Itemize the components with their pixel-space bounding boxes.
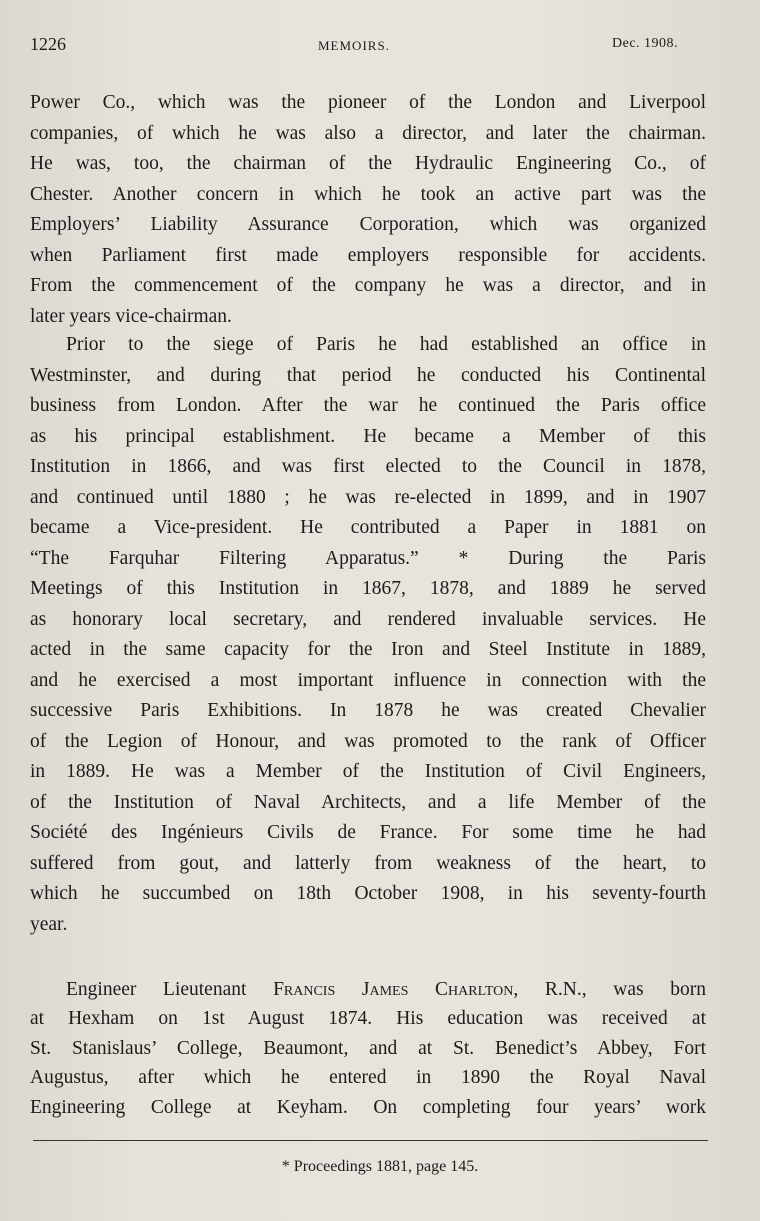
text-line: of the Legion of Honour, and was promoted to the rank of Officer: [30, 730, 706, 752]
text-line: He was, too, the chairman of the Hydraulic Engineering Co., of: [30, 153, 706, 174]
text-line: became a Vice-president. He contributed a Paper in 1881 on: [30, 517, 706, 538]
text-line: when Parliament first made employers responsible for accidents.: [30, 244, 706, 266]
text-line: Institution in 1866, and was first elected to the Council in 1878,: [30, 456, 706, 477]
text-line: Employers’ Liability Assurance Corporation, which was organized: [30, 214, 706, 235]
text-line: acted in the same capacity for the Iron and Steel Institute in 1889,: [30, 639, 706, 660]
text-line: business from London. After the war he continued the Paris office: [30, 395, 706, 416]
text-line: Chester. Another concern in which he took an active part was the: [30, 183, 706, 205]
paragraph-1: [30, 88, 706, 332]
running-date: Dec. 1908.: [612, 36, 679, 51]
text-line: as his principal establishment. He became a Member of this: [30, 425, 706, 447]
text-line: From the commencement of the company he was a director, and in: [30, 275, 706, 296]
text-line: and continued until 1880 ; he was re-elected in 1899, and in 1907: [30, 486, 706, 508]
text-segment: Engineer Lieutenant: [66, 979, 274, 1000]
text-line: Société des Ingénieurs Civils de France. For some time he had: [30, 822, 706, 843]
text-line: at Hexham on 1st August 1874. His education was received at: [30, 1008, 706, 1030]
running-title: MEMOIRS.: [318, 38, 390, 53]
text-line: Meetings of this Institution in 1867, 1878, and 1889 he served: [30, 578, 706, 599]
text-line: as honorary local secretary, and rendered invaluable services. He: [30, 608, 706, 630]
text-line: later years vice-chairman.: [30, 305, 232, 327]
text-line: St. Stanislaus’ College, Beaumont, and at St. Benedict’s Abbey, Fort: [30, 1037, 706, 1059]
text-line: Power Co., which was the pioneer of the London and Liverpool: [30, 92, 706, 113]
text-line: “The Farquhar Filtering Apparatus.” * During the Paris: [30, 547, 706, 569]
text-line: Engineering College at Keyham. On completing four years’ work: [30, 1096, 706, 1118]
text-line: successive Paris Exhibitions. In 1878 he was created Chevalier: [30, 700, 706, 721]
footnote-divider: [33, 1140, 708, 1141]
text-line: which he succumbed on 18th October 1908, in his seventy-fourth: [30, 883, 706, 904]
page-number: 1226: [30, 34, 66, 54]
paragraph-2: [30, 330, 706, 940]
person-name: Francis James Charlton: [273, 979, 514, 1000]
text-line: companies, of which he was also a director, and later the chairman.: [30, 122, 706, 144]
paragraph-3: [30, 975, 706, 1122]
text-segment: , R.N., was born: [513, 979, 706, 1000]
footnote: * Proceedings 1881, page 145.: [281, 1158, 479, 1175]
text-line: year.: [30, 913, 68, 935]
text-line: Prior to the siege of Paris he had established an office in: [66, 334, 706, 355]
text-line: and he exercised a most important influence in connection with the: [30, 669, 706, 691]
text-line: [30, 975, 706, 1004]
text-line: Augustus, after which he entered in 1890 the Royal Naval: [30, 1067, 706, 1089]
text-line: Westminster, and during that period he conducted his Continental: [30, 364, 706, 386]
text-line: in 1889. He was a Member of the Institution of Civil Engineers,: [30, 761, 706, 782]
text-line: suffered from gout, and latterly from weakness of the heart, to: [30, 852, 706, 874]
text-line: of the Institution of Naval Architects, and a life Member of the: [30, 791, 706, 813]
